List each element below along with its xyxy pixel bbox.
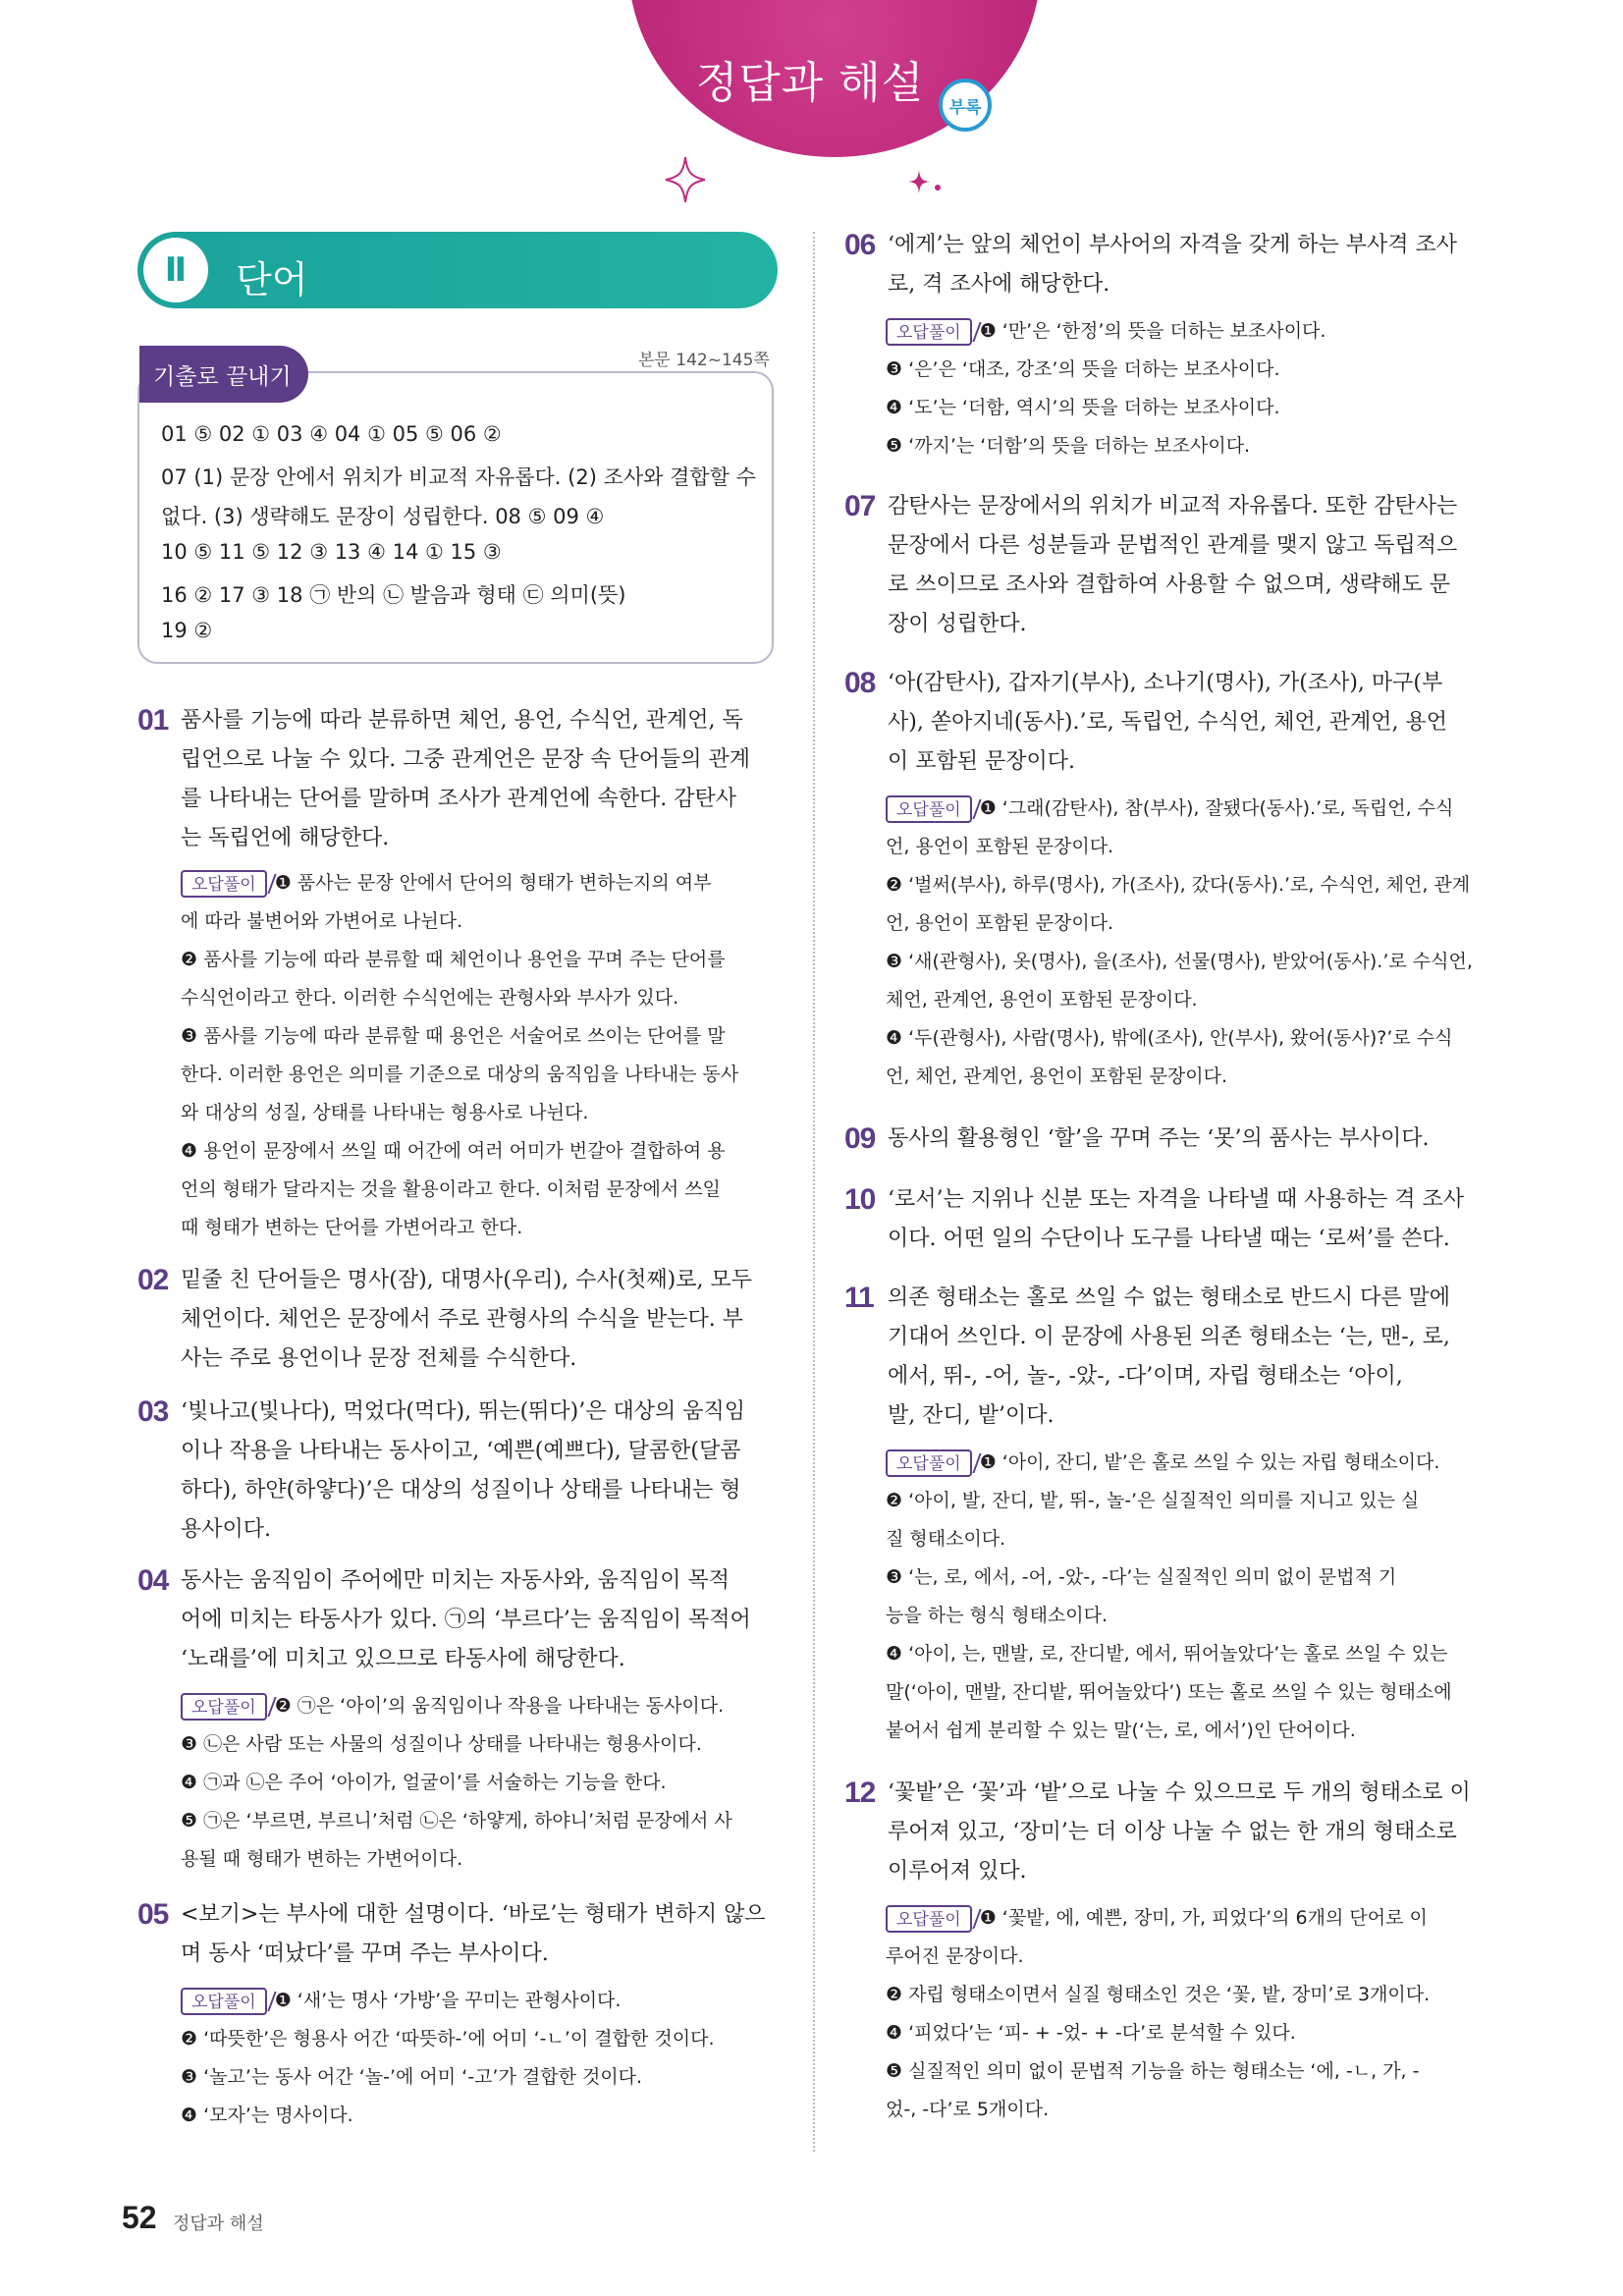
question-number: 02 [137,1264,169,1296]
question-number: 04 [137,1564,169,1597]
appendix-badge: 부록 [939,79,992,132]
note-line: 한다. 이러한 용언은 의미를 기준으로 대상의 움직임을 나타내는 동사 [181,1064,739,1085]
note-line: 루어진 문장이다. [886,1945,1024,1967]
note-line: ❸ ‘는, 로, 에서, -어, -았-, -다’는 실질적인 의미 없이 문법적 기 [886,1566,1397,1588]
explanation-line: 를 나타내는 단어를 말하며 조사가 관계언에 속한다. 감탄사 [181,787,736,811]
column-divider [813,232,815,2152]
wrong-answer-tag: 오답풀이 [886,795,972,823]
answer-row: 01 ⑤ 02 ① 03 ④ 04 ① 05 ⑤ 06 ② [161,422,502,446]
explanation-line: ‘노래를’에 미치고 있으므로 타동사에 해당한다. [181,1647,625,1671]
wrong-answer-tag: 오답풀이 [886,1449,972,1477]
question-number: 10 [844,1183,876,1216]
explanation-line: 발, 잔디, 밭’이다. [888,1403,1055,1428]
explanation-line: ‘에게’는 앞의 체언이 부사어의 자격을 갖게 하는 부사격 조사 [888,233,1457,257]
explanation-line: 문장에서 다른 성분들과 문법적인 관계를 맺지 않고 독립적으 [888,533,1458,558]
note-line: 질 형태소이다. [886,1528,1006,1550]
sparkle-icon [664,155,707,204]
section-title: 단어 [236,258,308,301]
answer-row: 10 ⑤ 11 ⑤ 12 ③ 13 ④ 14 ① 15 ③ [161,540,502,564]
answer-row: 16 ② 17 ③ 18 ㉠ 반의 ㉡ 발음과 형태 ㉢ 의미(뜻) [161,583,626,607]
explanation-line: 감탄사는 문장에서의 위치가 비교적 자유롭다. 또한 감탄사는 [888,494,1458,519]
question-number: 03 [137,1395,169,1428]
explanation-line: 이나 작용을 나타내는 동사이고, ‘예쁜(예쁘다), 달콤한(달콤 [181,1439,741,1463]
note-line: 체언, 관계언, 용언이 포함된 문장이다. [886,989,1198,1011]
note-line: ❷ ‘벌써(부사), 하루(명사), 가(조사), 갔다(동사).’로, 수식언, 체언, 관계 [886,874,1471,896]
explanation-line: 이다. 어떤 일의 수단이나 도구를 나타낼 때는 ‘로써’를 쓴다. [888,1227,1450,1251]
note-line: 언, 용언이 포함된 문장이다. [886,912,1114,934]
header-title: 정답과 해설 [695,58,925,108]
note-line: ❸ ‘새(관형사), 옷(명사), 을(조사), 선물(명사), 받았어(동사).’로 수식언, [886,951,1473,972]
note-line: ❹ ‘모자’는 명사이다. [181,2105,353,2126]
wrong-answer-tag: 오답풀이 [181,1988,267,2015]
wrong-answer-notes-06 [886,312,1494,465]
note-line: 용될 때 형태가 변하는 가변어이다. [181,1848,463,1870]
answer-row: 없다. (3) 생략해도 문장이 성립한다. 08 ⑤ 09 ④ [161,505,605,528]
wrong-answer-notes-11 [886,1444,1494,1750]
note-line: ❶ ‘새’는 명사 ‘가방’을 꾸미는 관형사이다. [274,1990,622,2011]
note-line: ❺ 실질적인 의미 없이 문법적 기능을 하는 형태소는 ‘에, -ㄴ, 가, - [886,2060,1420,2082]
note-line: 었-, -다’로 5개이다. [886,2099,1050,2120]
explanation-line: 사는 주로 용언이나 문장 전체를 수식한다. [181,1346,577,1371]
small-sparkle-icon [907,169,931,194]
wrong-answer-tag: 오답풀이 [181,870,267,898]
note-line: ❶ ‘꽃밭, 에, 예쁜, 장미, 가, 피었다’의 6개의 단어로 이 [979,1907,1428,1929]
note-line: 때 형태가 변하는 단어를 가변어라고 한다. [181,1217,523,1238]
answer-box-tab: 기출로 끝내기 [139,346,308,403]
explanation-line: 장이 성립한다. [888,612,1027,636]
explanation-line: 루어져 있고, ‘장미’는 더 이상 나눌 수 없는 한 개의 형태소로 [888,1820,1457,1844]
note-line: ❹ ‘아이, 는, 맨발, 로, 잔디밭, 에서, 뛰어놀았다’는 홀로 쓰일 수 있는 [886,1643,1448,1665]
explanation-line: 이 포함된 문장이다. [888,749,1075,774]
note-line: 붙어서 쉽게 분리할 수 있는 말(‘는, 로, 에서’)인 단어이다. [886,1720,1356,1741]
explanation-line: 동사는 움직임이 주어에만 미치는 자동사와, 움직임이 목적 [181,1568,730,1593]
explanation-line: 로 쓰이므로 조사와 결합하여 사용할 수 없으며, 생략해도 문 [888,573,1450,597]
wrong-answer-notes-08 [886,790,1494,1096]
question-number: 11 [844,1282,874,1314]
answer-row: 07 (1) 문장 안에서 위치가 비교적 자유롭다. (2) 조사와 결합할 수 [161,465,756,489]
wrong-answer-notes-12 [886,1899,1494,2129]
explanation-line: <보기>는 부사에 대한 설명이다. ‘바로’는 형태가 변하지 않으 [181,1902,766,1927]
note-line: ❸ 품사를 기능에 따라 분류할 때 용언은 서술어로 쓰이는 단어를 말 [181,1025,726,1047]
footer-label: 정답과 해설 [173,2214,264,2234]
note-line: 언, 용언이 포함된 문장이다. [886,836,1114,857]
note-line: ❸ ‘은’은 ‘대조, 강조’의 뜻을 더하는 보조사이다. [886,358,1280,380]
note-line: 말(‘아이, 맨발, 잔디밭, 뛰어놀았다’) 또는 홀로 쓰일 수 있는 형태소에 [886,1681,1452,1703]
question-number: 05 [137,1898,169,1931]
wrong-answer-tag: 오답풀이 [886,318,972,346]
explanation-line: 에서, 뛰-, -어, 놀-, -았-, -다’이며, 자립 형태소는 ‘아이, [888,1364,1403,1389]
explanation-line: 밑줄 친 단어들은 명사(잠), 대명사(우리), 수사(첫째)로, 모두 [181,1268,752,1292]
wrong-answer-tag: 오답풀이 [886,1905,972,1933]
note-line: ❸ ‘놀고’는 동사 어간 ‘놀-’에 어미 ‘-고’가 결합한 것이다. [181,2066,643,2088]
note-line: ❹ 용언이 문장에서 쓰일 때 어간에 여러 어미가 번갈아 결합하여 용 [181,1140,726,1162]
explanation-line: ‘아(감탄사), 갑자기(부사), 소나기(명사), 가(조사), 마구(부 [888,671,1443,695]
note-line: ❹ ‘두(관형사), 사람(명사), 밖에(조사), 안(부사), 왔어(동사)?’로 수식 [886,1027,1453,1049]
note-line: ❶ ‘만’은 ‘한정’의 뜻을 더하는 보조사이다. [979,320,1326,342]
question-number: 07 [844,490,876,522]
note-line: 와 대상의 성질, 상태를 나타내는 형용사로 나뉜다. [181,1102,589,1123]
note-line: 에 따라 불변어와 가변어로 나뉜다. [181,910,463,932]
note-line: ❶ 품사는 문장 안에서 단어의 형태가 변하는지의 여부 [274,872,712,894]
note-line: ❶ ‘아이, 잔디, 밭’은 홀로 쓰일 수 있는 자립 형태소이다. [979,1451,1440,1473]
explanation-line: 립언으로 나눌 수 있다. 그중 관계언은 문장 속 단어들의 관계 [181,747,750,772]
note-line: ❷ ‘아이, 발, 잔디, 밭, 뛰-, 놀-’은 실질적인 의미를 지니고 있는 실 [886,1490,1420,1511]
note-line: ❷ 품사를 기능에 따라 분류할 때 체언이나 용언을 꾸며 주는 단어를 [181,949,726,970]
explanation-line: ‘로서’는 지위나 신분 또는 자격을 나타낼 때 사용하는 격 조사 [888,1187,1464,1212]
page-range: 본문 142~145쪽 [638,351,770,370]
note-line: ❸ ㉡은 사람 또는 사물의 성질이나 상태를 나타내는 형용사이다. [181,1733,702,1755]
question-number: 08 [844,667,876,699]
note-line: 언의 형태가 달라지는 것을 활용이라고 한다. 이처럼 문장에서 쓰일 [181,1178,721,1200]
note-line: ❺ ‘까지’는 ‘더함’의 뜻을 더하는 보조사이다. [886,435,1251,457]
explanation-line: 품사를 기능에 따라 분류하면 체언, 용언, 수식언, 관계언, 독 [181,708,743,733]
explanation-line: 용사이다. [181,1517,272,1542]
note-line: ❺ ㉠은 ‘부르면, 부르니’처럼 ㉡은 ‘하얗게, 하야니’처럼 문장에서 사 [181,1810,732,1831]
wrong-answer-tag: 오답풀이 [181,1693,267,1721]
explanation-line: ‘꽃밭’은 ‘꽃’과 ‘밭’으로 나눌 수 있으므로 두 개의 형태소로 이 [888,1780,1471,1805]
question-number: 12 [844,1777,876,1809]
question-number: 09 [844,1122,876,1155]
page-number: 52 [122,2200,157,2235]
note-line: ❶ ‘그래(감탄사), 참(부사), 잘됐다(동사).’로, 독립언, 수식 [979,797,1454,819]
note-line: ❹ ‘피었다’는 ‘피- + -었- + -다’로 분석할 수 있다. [886,2022,1296,2044]
note-line: ❷ ㉠은 ‘아이’의 움직임이나 작용을 나타내는 동사이다. [274,1695,725,1717]
explanation-line: ‘빛나고(빛나다), 먹었다(먹다), 뛰는(뛰다)’은 대상의 움직임 [181,1399,745,1424]
note-line: 수식언이라고 한다. 이러한 수식언에는 관형사와 부사가 있다. [181,987,679,1009]
explanation-line: 동사의 활용형인 ‘할’을 꾸며 주는 ‘못’의 품사는 부사이다. [888,1126,1430,1151]
question-number: 01 [137,704,169,737]
wrong-answer-notes-04 [181,1687,789,1879]
note-line: ❷ ‘따뜻한’은 형용사 어간 ‘따뜻하-’에 어미 ‘-ㄴ’이 결합한 것이다. [181,2028,715,2050]
explanation-line: 사), 쏟아지네(동사).’로, 독립언, 수식언, 체언, 관계언, 용언 [888,710,1447,735]
explanation-line: 는 독립언에 해당한다. [181,826,390,850]
note-line: ❷ 자립 형태소이면서 실질 형태소인 것은 ‘꽃, 밭, 장미’로 3개이다. [886,1984,1431,2005]
note-line: 언, 체언, 관계언, 용언이 포함된 문장이다. [886,1066,1228,1087]
explanation-line: 체언이다. 체언은 문장에서 주로 관형사의 수식을 받는다. 부 [181,1307,743,1332]
note-line: ❹ ㉠과 ㉡은 주어 ‘아이가, 얼굴이’를 서술하는 기능을 한다. [181,1772,667,1793]
explanation-line: 이루어져 있다. [888,1859,1027,1884]
section-number: Ⅱ [143,238,208,302]
explanation-line: 어에 미치는 타동사가 있다. ㉠의 ‘부르다’는 움직임이 목적어 [181,1608,751,1632]
explanation-line: 의존 형태소는 홀로 쓰일 수 없는 형태소로 반드시 다른 말에 [888,1285,1450,1310]
note-line: ❹ ‘도’는 ‘더함, 역시’의 뜻을 더하는 보조사이다. [886,397,1280,418]
section-heading-bar [137,232,778,308]
explanation-line: 로, 격 조사에 해당한다. [888,272,1110,297]
explanation-line: 하다), 하얀(하얗다)’은 대상의 성질이나 상태를 나타내는 형 [181,1478,741,1503]
explanation-line: 며 동사 ‘떠났다’를 꾸며 주는 부사이다. [181,1941,549,1966]
explanation-line: 기대어 쓰인다. 이 문장에 사용된 의존 형태소는 ‘는, 맨-, 로, [888,1325,1450,1349]
dot-sparkle-icon [933,183,943,192]
answer-row: 19 ② [161,619,213,642]
wrong-answer-notes-05 [181,1982,789,2135]
question-number: 06 [844,229,876,261]
wrong-answer-notes-01 [181,864,789,1247]
note-line: 능을 하는 형식 형태소이다. [886,1605,1109,1626]
